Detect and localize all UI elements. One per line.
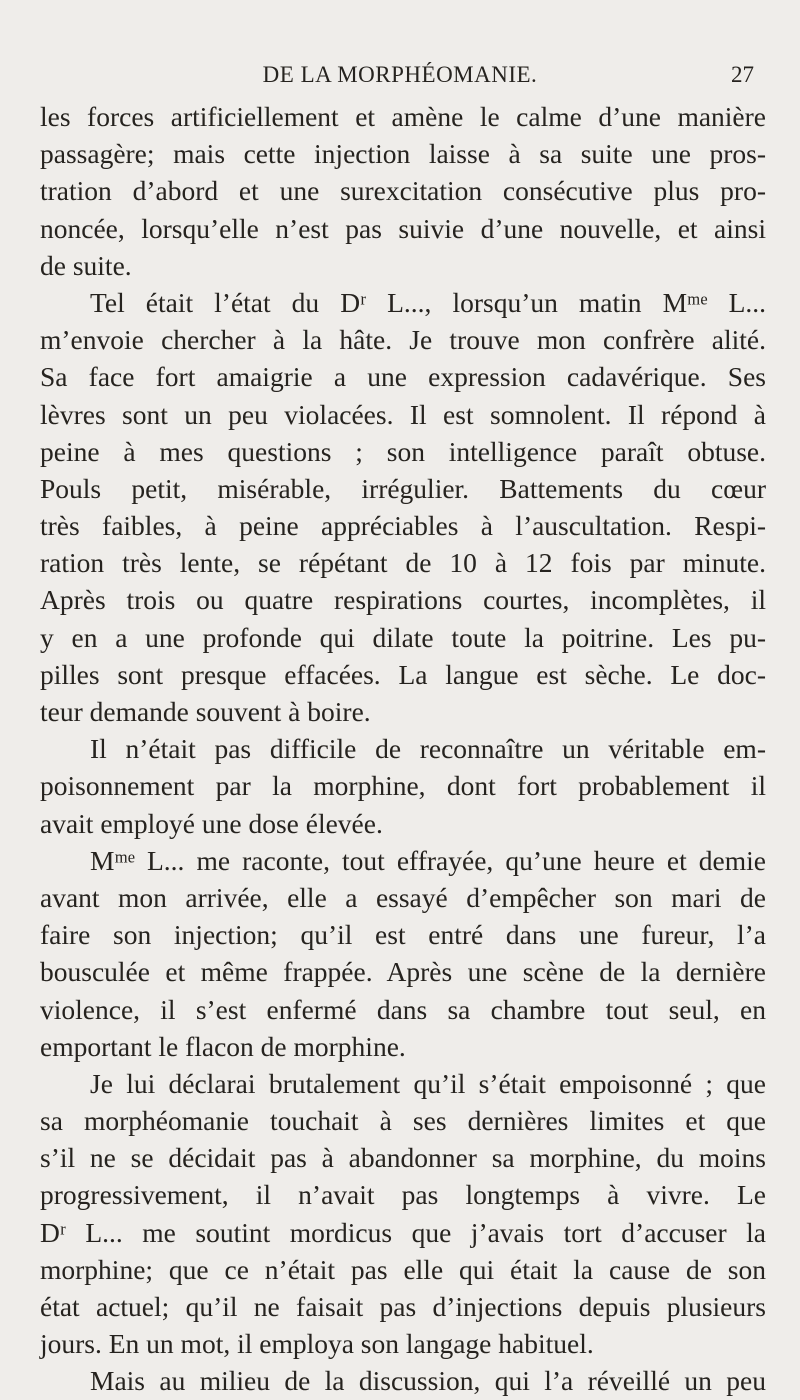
text-line: Mᵐᵉ L... me raconte, tout effrayée, qu’une heure et demie [90, 844, 766, 876]
text-line: Sa face fort amaigrie a une expression cadavérique. Ses [40, 361, 766, 393]
text-line: Il n’était pas difficile de reconnaître un véritable em- [90, 733, 766, 765]
text-line: état actuel; qu’il ne faisait pas d’injections depuis plusieurs [40, 1291, 766, 1322]
text-line: violence, il s’est enfermé dans sa chambre tout seul, en [40, 993, 766, 1025]
text-line: progressivement, il n’avait pas longtemps à vivre. Le [40, 1179, 766, 1211]
text-line: peine à mes questions ; son intelligence paraît obtuse. [40, 435, 766, 467]
text-line: morphine; que ce n’était pas elle qui était la cause de son [40, 1253, 766, 1285]
running-head: DE LA MORPHÉOMANIE. [262, 62, 538, 87]
text-line: bousculée et même frappée. Après une scène de la dernière [40, 956, 766, 988]
text-line: avant mon arrivée, elle a essayé d’empêcher son mari de [40, 881, 766, 913]
text-line: passagère; mais cette injection laisse à sa suite une pros- [40, 138, 766, 170]
text-line: très faibles, à peine appréciables à l’auscultation. Respi- [40, 510, 766, 542]
page-number: 27 [731, 62, 754, 87]
text-line: Tel était l’état du Dʳ L..., lorsqu’un matin Mᵐᵉ L... [90, 286, 766, 318]
text-line: faire son injection; qu’il est entré dans une fureur, l’a [40, 919, 766, 951]
text-line: les forces artificiellement et amène le calme d’une manière [40, 101, 766, 132]
text-line: lèvres sont un peu violacées. Il est somnolent. Il répond à [40, 398, 766, 430]
text-line: Dʳ L... me soutint mordicus que j’avais tort d’accuser la [40, 1216, 766, 1248]
text-line: pilles sont presque effacées. La langue est sèche. Le doc- [40, 658, 766, 690]
text-line: m’envoie chercher à la hâte. Je trouve mon confrère alité. [40, 324, 766, 356]
page-header [40, 58, 760, 92]
text-line: ration très lente, se répétant de 10 à 12 fois par minute. [40, 547, 766, 579]
text-line: poisonnement par la morphine, dont fort probablement il [40, 770, 766, 802]
text-line: emportant le flacon de morphine. [40, 1030, 406, 1062]
text-line: teur demande souvent à boire. [40, 696, 371, 727]
text-line: Mais au milieu de la discussion, qui l’a réveillé un peu [90, 1365, 766, 1397]
text-line: Après trois ou quatre respirations courtes, incomplètes, il [40, 584, 766, 616]
text-line: s’il ne se décidait pas à abandonner sa morphine, du moins [40, 1142, 766, 1174]
text-line: tration d’abord et une surexcitation consécutive plus pro- [40, 175, 766, 207]
text-line: sa morphéomanie touchait à ses dernières limites et que [40, 1105, 766, 1137]
text-line: avait employé une dose élevée. [40, 807, 383, 839]
text-line: y en a une profonde qui dilate toute la poitrine. Les pu- [40, 621, 766, 653]
text-line: noncée, lorsqu’elle n’est pas suivie d’une nouvelle, et ainsi [40, 212, 766, 244]
text-line: Pouls petit, misérable, irrégulier. Battements du cœur [40, 472, 766, 504]
text-line: jours. En un mot, il employa son langage habituel. [40, 1328, 594, 1360]
text-line: de suite. [40, 249, 132, 281]
text-line: Je lui déclarai brutalement qu’il s’était empoisonné ; que [90, 1067, 766, 1099]
body-text [40, 98, 766, 1400]
